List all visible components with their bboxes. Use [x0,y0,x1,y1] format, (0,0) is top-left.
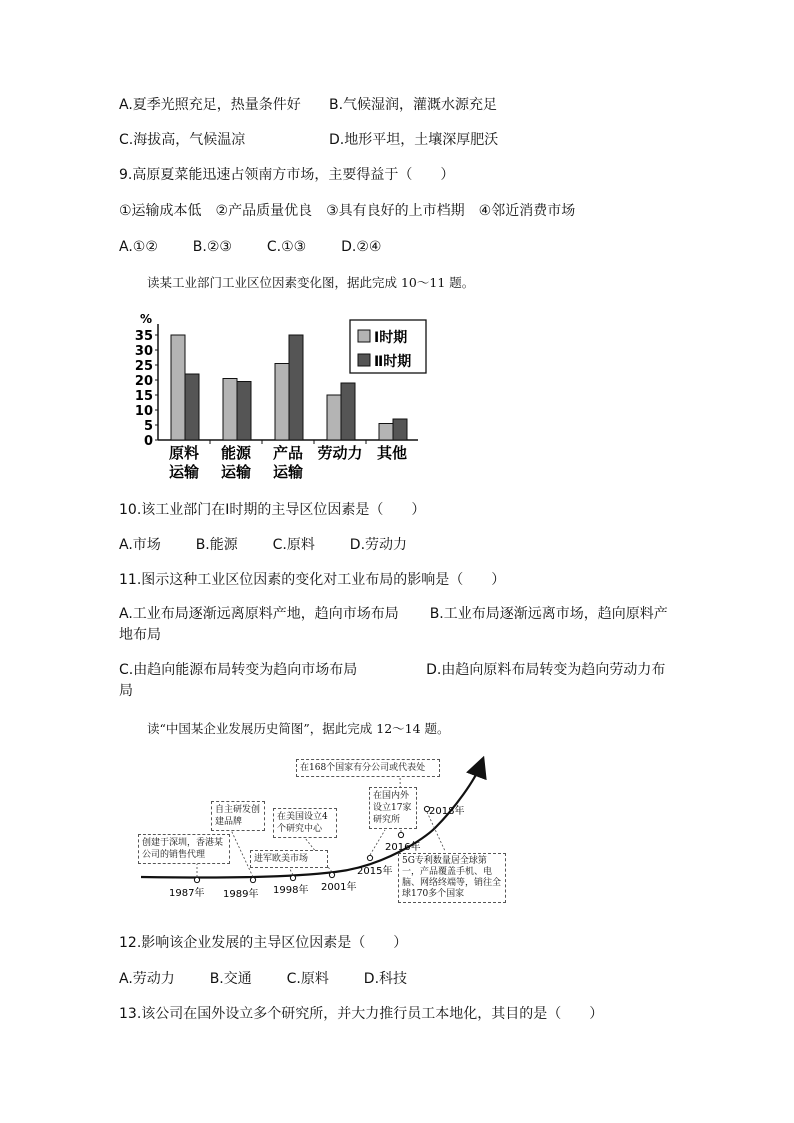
q10-option-d: D.劳动力 [349,537,408,553]
x-category-label: 运输 [272,463,304,481]
legend-swatch-2 [358,354,370,366]
timeline-intro: 读“中国某企业发展历史简图”，据此完成 12～14 题。 [147,721,450,736]
q8-option-a: A.夏季光照充足，热量条件好 [119,97,301,113]
chart-intro: 读某工业部门工业区位因素变化图，据此完成 10～11 题。 [147,275,475,290]
q12-stem: 12.影响该企业发展的主导区位因素是（ ） [119,935,408,951]
q13-stem: 13.该公司在国外设立多个研究所，并大力推行员工本地化，其目的是（ ） [119,1006,604,1022]
bar-2-1 [237,382,251,441]
event-box-2018: 5G专利数量居全球第一，产品覆盖手机、电脑、网络终端等，销往全球170多个国家 [398,853,506,903]
y-tick-label: 30 [134,344,153,359]
q9-option-b: B.②③ [192,239,232,255]
x-category-label: 能源 [220,444,252,462]
q11-option-a: A.工业布局逐渐远离原料产地，趋向市场布局 [119,606,399,622]
timeline-point [367,855,372,860]
event-box-1989: 自主研发创建品牌 [211,801,265,831]
timeline-point [329,872,334,877]
bar-1-0 [171,335,185,440]
year-label: 2016年 [385,842,421,853]
q9-option-d: D.②④ [341,239,382,255]
q8-option-c: C.海拔高，气候温凉 [119,132,246,148]
q9-stem: 9.高原夏菜能迅速占领南方市场，主要得益于（ ） [119,167,455,183]
q12-option-b: B.交通 [209,971,252,987]
bar-2-3 [341,383,355,440]
q8-option-d: D.地形平坦，土壤深厚肥沃 [329,132,499,148]
event-box-2016: 在168个国家有分公司或代表处 [296,759,440,777]
legend-label-2: Ⅱ时期 [374,354,412,370]
q11-stem: 11.图示这种工业区位因素的变化对工业布局的影响是（ ） [119,572,506,588]
year-label: 2018年 [429,806,465,817]
y-tick-label: 0 [143,434,153,449]
y-unit-label: % [140,312,153,326]
q12-option-d: D.科技 [363,971,408,987]
q9-statements: ①运输成本低 ②产品质量优良 ③具有良好的上市档期 ④邻近消费市场 [119,203,576,219]
x-category-label: 产品 [272,444,304,462]
q8-option-b: B.气候湿润，灌溉水源充足 [329,97,498,113]
x-category-label: 其他 [376,444,408,462]
timeline-point [398,832,403,837]
y-tick-label: 35 [134,329,153,344]
q11-options-cd [119,660,679,702]
event-box-2001: 在美国设立4个研究中心 [273,808,337,838]
q12-option-a: A.劳动力 [119,971,175,987]
q9-options [119,237,381,257]
year-label: 2015年 [357,866,393,877]
event-box-1998: 进军欧美市场 [250,850,328,868]
timeline-point [290,875,295,880]
x-category-label: 运输 [168,463,200,481]
bar-chart [134,311,438,483]
bar-2-0 [185,374,199,440]
y-tick-label: 20 [134,374,153,389]
year-label: 1987年 [169,888,205,899]
y-tick-label: 5 [143,419,153,434]
q11-option-b: B.工业布局逐渐远离市场，趋向原料产地布局 [119,606,668,643]
q12-options [119,969,407,989]
bar-1-1 [223,379,237,441]
q11-option-d: D.由趋向原料布局转变为趋向劳动力布局 [119,662,666,699]
q10-option-b: B.能源 [195,537,238,553]
q10-option-c: C.原料 [272,537,315,553]
q10-option-a: A.市场 [119,537,161,553]
q10-options [119,535,407,555]
event-box-2015: 在国内外设立17家研究所 [369,787,417,829]
q10-stem: 10.该工业部门在Ⅰ时期的主导区位因素是（ ） [119,502,426,518]
legend-swatch-1 [358,330,370,342]
y-tick-label: 15 [134,389,153,404]
year-label: 2001年 [321,882,357,893]
bar-2-2 [289,335,303,440]
bar-1-3 [327,395,341,440]
q11-option-c: C.由趋向能源布局转变为趋向市场布局 [119,662,358,678]
bar-1-2 [275,364,289,441]
q9-option-c: C.①③ [266,239,307,255]
x-category-label: 原料 [168,444,200,462]
legend-label-1: Ⅰ时期 [374,330,408,346]
x-category-label: 运输 [220,463,252,481]
q11-options-ab [119,604,679,646]
event-box-1987: 创建于深圳，香港某公司的销售代理 [138,834,230,864]
q12-option-c: C.原料 [286,971,329,987]
year-label: 1998年 [273,885,309,896]
timeline-point [250,877,255,882]
y-tick-label: 10 [134,404,153,419]
y-tick-label: 25 [134,359,153,374]
bar-2-4 [393,419,407,440]
q9-option-a: A.①② [119,239,158,255]
x-category-label: 劳动力 [317,444,363,462]
bar-1-4 [379,424,393,441]
year-label: 1989年 [223,889,259,900]
timeline-point [194,877,199,882]
